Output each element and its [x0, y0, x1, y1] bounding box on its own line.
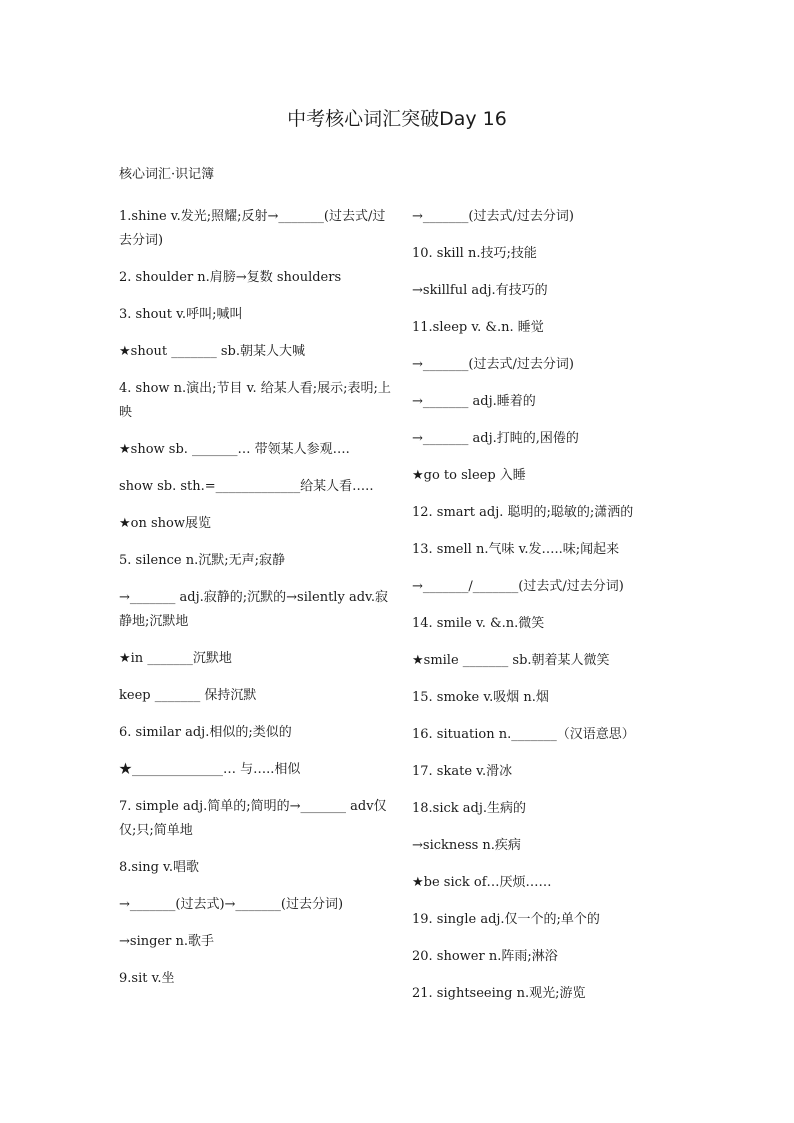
vocab-entry: ★go to sleep 入睡: [412, 468, 526, 483]
vocab-entry: 11.sleep v. &.n. 睡觉: [412, 320, 544, 335]
left-column: [119, 205, 391, 1004]
vocab-entry: →_______(过去式)→_______(过去分词): [119, 897, 344, 912]
vocab-entry: ★______________… 与…..相似: [119, 762, 301, 777]
vocab-entry: show sb. sth.=_____________给某人看…..: [119, 479, 374, 494]
vocab-entry: →singer n.歌手: [119, 934, 214, 949]
vocab-entry: 10. skill n.技巧;技能: [412, 246, 537, 261]
vocab-entry: 6. similar adj.相似的;类似的: [119, 725, 292, 740]
vocab-entry: →_______ adj.打盹的,困倦的: [412, 431, 579, 446]
vocab-entry: →sickness n.疾病: [412, 838, 521, 853]
vocab-entry: 2. shoulder n.肩膀→复数 shoulders: [119, 270, 342, 285]
vocab-entry: ★in _______沉默地: [119, 651, 232, 666]
vocab-entry: 16. situation n._______（汉语意思）: [412, 727, 635, 742]
vocab-entry: 7. simple adj.简单的;简明的→_______ adv仅仅;只;简单地: [119, 799, 387, 838]
vocab-entry: 3. shout v.呼叫;喊叫: [119, 307, 243, 322]
vocab-entry: 17. skate v.滑冰: [412, 764, 513, 779]
vocab-entry: ★show sb. _______… 带领某人参观….: [119, 442, 350, 457]
vocab-entry: ★shout _______ sb.朝某人大喊: [119, 344, 306, 359]
vocab-entry: →_______(过去式/过去分词): [412, 357, 574, 372]
vocab-entry: 21. sightseeing n.观光;游览: [412, 986, 586, 1001]
vocab-entry: 15. smoke v.吸烟 n.烟: [412, 690, 549, 705]
vocab-entry: 13. smell n.气味 v.发…..味;闻起来: [412, 542, 620, 557]
vocab-entry: 19. single adj.仅一个的;单个的: [412, 912, 600, 927]
vocab-entry: ★on show展览: [119, 516, 211, 531]
vocab-entry: →_______ adj.睡着的: [412, 394, 536, 409]
section-heading: 核心词汇·识记簿: [119, 167, 215, 182]
vocab-entry: 8.sing v.唱歌: [119, 860, 199, 875]
vocab-entry: 20. shower n.阵雨;淋浴: [412, 949, 558, 964]
vocab-entry: →skillful adj.有技巧的: [412, 283, 548, 298]
vocab-entry: 5. silence n.沉默;无声;寂静: [119, 553, 285, 568]
vocab-entry: 1.shine v.发光;照耀;反射→_______(过去式/过去分词): [119, 209, 386, 248]
vocab-entry: 4. show n.演出;节目 v. 给某人看;展示;表明;上映: [119, 381, 391, 420]
vocab-entry: →_______/_______(过去式/过去分词): [412, 579, 624, 594]
page-title: 中考核心词汇突破Day 16: [287, 108, 507, 130]
right-column: [412, 205, 682, 1019]
vocab-entry: →_______ adj.寂静的;沉默的→silently adv.寂静地;沉默地: [119, 590, 388, 629]
vocab-entry: 14. smile v. &.n.微笑: [412, 616, 545, 631]
vocab-entry: 12. smart adj. 聪明的;聪敏的;潇洒的: [412, 505, 634, 520]
vocab-entry: →_______(过去式/过去分词): [412, 209, 574, 224]
vocab-entry: ★be sick of…厌烦……: [412, 875, 552, 890]
vocab-entry: keep _______ 保持沉默: [119, 688, 257, 703]
vocab-entry: ★smile _______ sb.朝着某人微笑: [412, 653, 610, 668]
vocab-entry: 18.sick adj.生病的: [412, 801, 527, 816]
vocab-entry: 9.sit v.坐: [119, 971, 175, 986]
